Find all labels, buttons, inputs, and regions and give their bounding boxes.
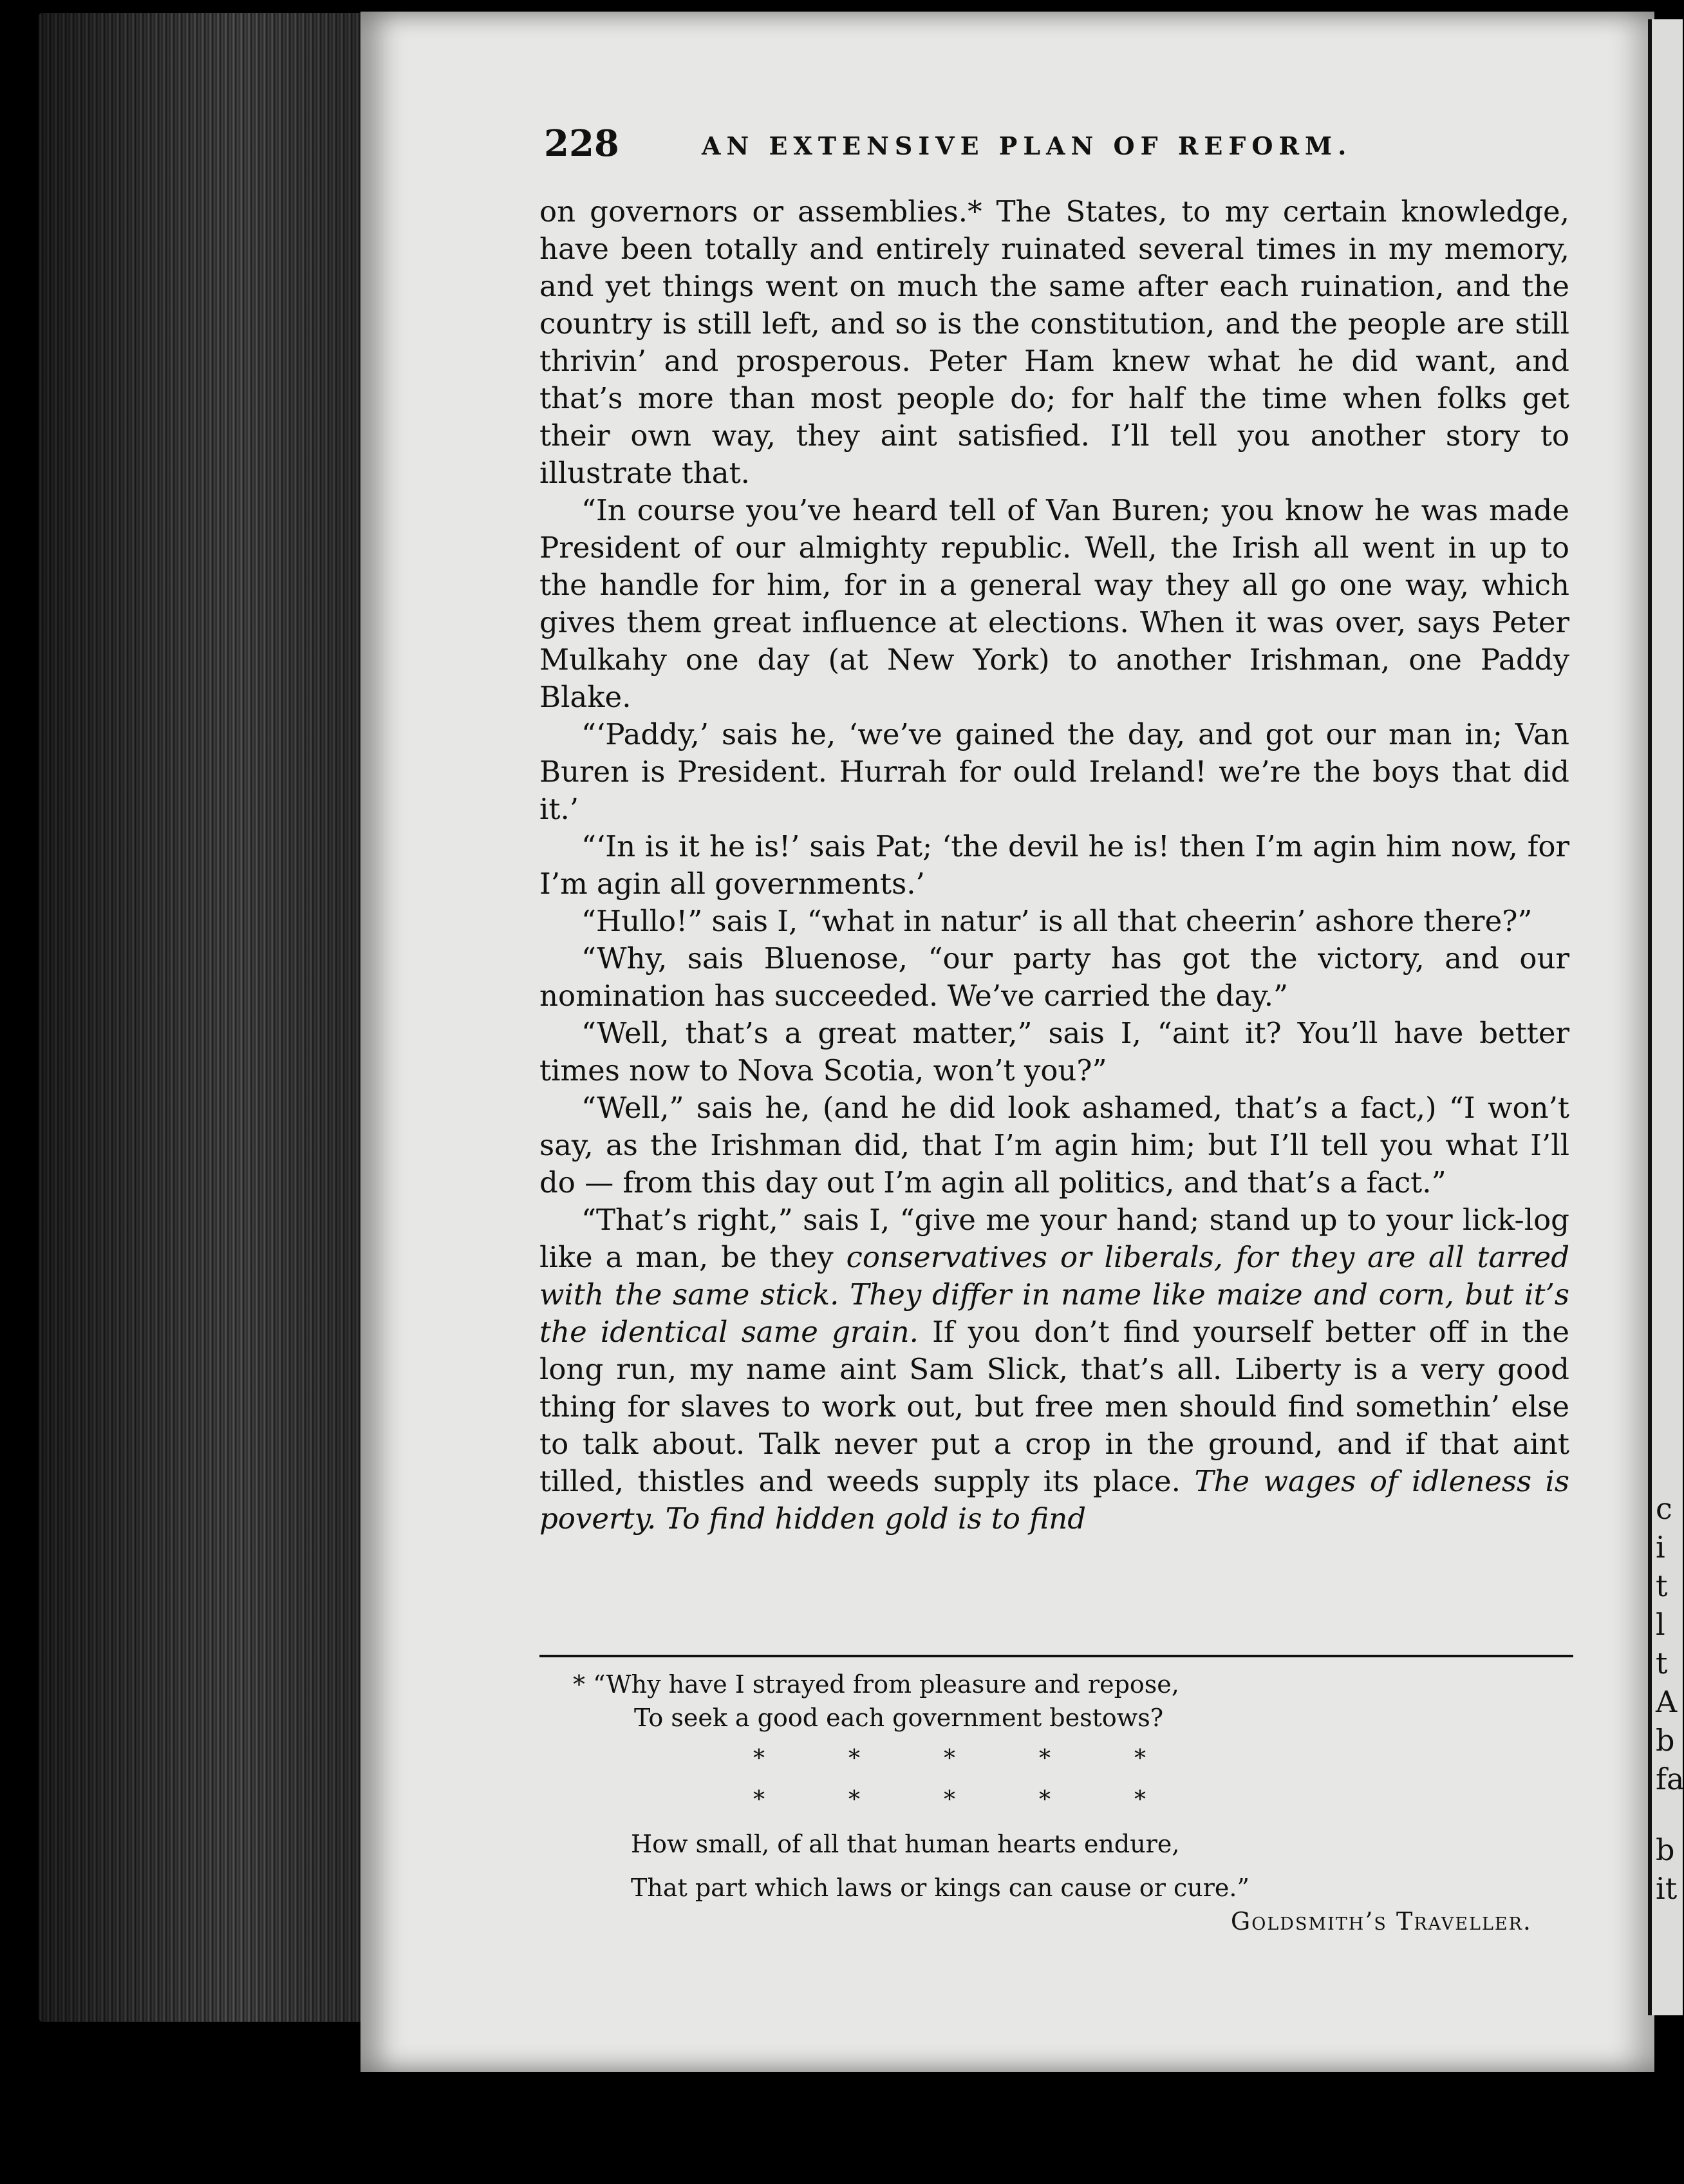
text-segment: “‘In is it he is!’ sais Pat; ‘the devil he is! then I’m agin him now, for I’m agin all governments.’ — [539, 829, 1569, 901]
paragraph — [539, 1015, 1569, 1089]
star-mark: * — [1134, 1787, 1146, 1813]
star-mark: * — [753, 1746, 765, 1772]
paragraph — [539, 1201, 1569, 1538]
next-page-fragment: b — [1656, 1723, 1675, 1758]
verse-line: That part which laws or kings can cause or cure.” — [631, 1874, 1249, 1902]
paragraph — [539, 492, 1569, 716]
star-mark: * — [1039, 1787, 1051, 1813]
next-page-fragment: i — [1656, 1530, 1665, 1565]
text-segment: “Well,” sais he, (and he did look ashamed, that’s a fact,) “I won’t say, as the Irishman did, that I’m agin him; but I’ll tell you what I’ll do — from this day out I’m agin all politics, and that’s a fact.” — [539, 1091, 1569, 1200]
paragraph — [539, 1089, 1569, 1201]
next-page-edge — [1648, 19, 1683, 2015]
next-page-fragment: fa — [1656, 1762, 1684, 1796]
star-mark: * — [944, 1787, 955, 1813]
page-number: 228 — [544, 122, 619, 165]
page-header — [544, 122, 1574, 174]
paragraph — [539, 903, 1569, 940]
next-page-fragment: b — [1656, 1832, 1675, 1867]
text-segment: “Hullo!” sais I, “what in natur’ is all that cheerin’ ashore there?” — [581, 904, 1533, 938]
ellipsis-stars-row — [573, 1742, 1577, 1776]
paragraph — [539, 193, 1569, 492]
text-segment: on governors or assemblies.* The States, to my certain knowledge, have been totally and entirely ruinated several times in my memory, and yet things went on much the same after each ruination, and the country is still left, and so is the constitution, and the people are still thrivin’ and prosperous. Peter Ham knew what he did want, and that’s more than most people do; for half the time when folks get their own way, they aint satisfied. I’ll tell you another story to illustrate that. — [539, 194, 1569, 490]
star-mark: * — [848, 1746, 860, 1772]
paragraph — [539, 940, 1569, 1015]
page-stack-shadow — [39, 13, 373, 2022]
next-page-fragment: t — [1656, 1646, 1668, 1680]
running-title: AN EXTENSIVE PLAN OF REFORM. — [702, 131, 1352, 160]
italic-text-segment: The wages of idleness is poverty. To find hidden gold is to find — [539, 1464, 1569, 1536]
footnote-attribution: Goldsmith’s Traveller. — [1230, 1907, 1532, 1935]
paragraph — [539, 716, 1569, 828]
text-segment: “Well, that’s a great matter,” sais I, “aint it? You’ll have better times now to Nova Scotia, won’t you?” — [539, 1016, 1569, 1087]
star-mark: * — [1134, 1746, 1146, 1772]
footnote-line: To seek a good each government bestows? — [634, 1704, 1164, 1732]
text-segment: “In course you’ve heard tell of Van Buren; you know he was made President of our almighty republic. Well, the Irish all went in up to the handle for him, for in a general way they all go one way, which gives them great influence at elections. When it was over, says Peter Mulkahy one day (at New York) to another Irishman, one Paddy Blake. — [539, 493, 1569, 714]
text-segment: “‘Paddy,’ sais he, ‘we’ve gained the day, and got our man in; Van Buren is President. Hurrah for ould Ireland! we’re the boys that did it.’ — [539, 717, 1569, 826]
italic-text-segment: conservatives or liberals, for they are all tarred with the same stick. They differ in name like maize and corn, but it’s the identical same grain. — [539, 1240, 1569, 1349]
ellipsis-stars-row — [573, 1784, 1577, 1817]
verse-line: How small, of all that human hearts endure, — [631, 1830, 1180, 1858]
star-mark: * — [944, 1746, 955, 1772]
star-mark: * — [753, 1787, 765, 1813]
body-text — [539, 193, 1569, 1538]
text-segment: “Why, sais Bluenose, “our party has got the victory, and our nomination has succeeded. We’ve carried the day.” — [539, 941, 1569, 1013]
text-segment: If you don’t find yourself better off in the long run, my name aint Sam Slick, that’s all. Liberty is a very good thing for slaves to work out, but free men should find somethin’ else to talk about. Talk never put a crop in the ground, and if that aint tilled, thistles and weeds supply its place. — [539, 1315, 1569, 1498]
footnote-rule — [539, 1655, 1573, 1657]
text-segment: “That’s right,” sais I, “give me your hand; stand up to your lick-log like a man, be they — [539, 1203, 1569, 1274]
footnote-line: * “Why have I strayed from pleasure and repose, — [573, 1670, 1179, 1699]
paragraph — [539, 828, 1569, 903]
next-page-fragment: A — [1656, 1684, 1678, 1719]
star-mark: * — [848, 1787, 860, 1813]
next-page-fragment: it — [1656, 1871, 1678, 1906]
star-mark: * — [1039, 1746, 1051, 1772]
next-page-fragment: t — [1656, 1568, 1668, 1603]
next-page-fragment: l — [1656, 1607, 1665, 1642]
next-page-fragment: c — [1656, 1491, 1672, 1526]
footnote — [573, 1668, 1577, 1938]
